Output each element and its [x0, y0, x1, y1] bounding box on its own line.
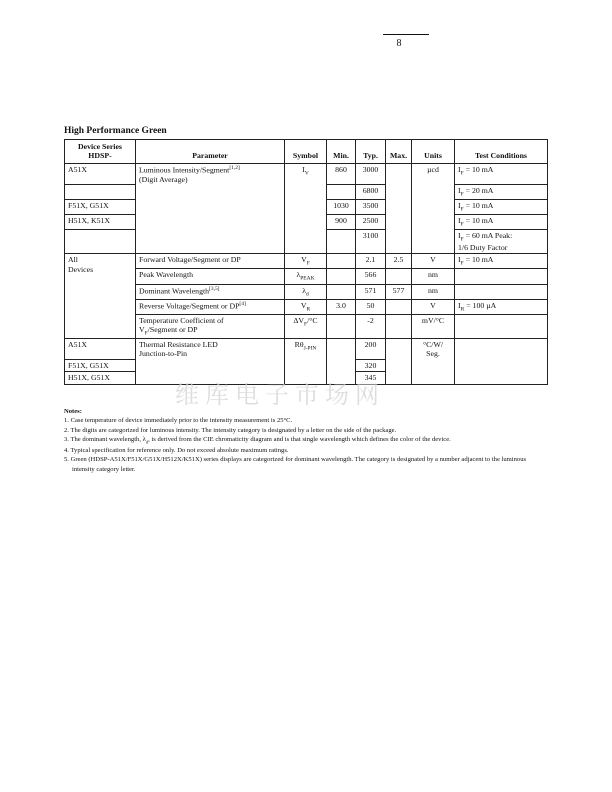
parameter-cell: Peak Wavelength	[136, 269, 285, 284]
table-row	[65, 299, 548, 314]
header-units: Units	[412, 140, 455, 164]
typ-cell: 320	[356, 360, 386, 372]
typ-cell: 571	[356, 284, 386, 299]
series-cell	[65, 229, 136, 253]
watermark: 维库电子市场网	[175, 381, 385, 409]
header-symbol: Symbol	[285, 140, 327, 164]
parameter-cell: Forward Voltage/Segment or DP	[136, 254, 285, 269]
header-test-conditions: Test Conditions	[455, 140, 548, 164]
units-cell: nm	[412, 284, 455, 299]
note-3: 3. The dominant wavelength, $\lambda_d$, is derived from the CIE chromaticity diagram and is that single wavelength which defines the color of the device.	[64, 436, 451, 445]
max-cell	[386, 163, 412, 254]
series-cell: H51X, K51X	[65, 214, 136, 229]
units-cell: V	[412, 299, 455, 314]
parameter-cell: Thermal Resistance LED Junction-to-Pin	[136, 339, 285, 385]
series-cell: F51X, G51X	[65, 360, 136, 372]
header-device-series: Device Series HDSP-	[65, 140, 136, 164]
section-title: High Performance Green	[64, 126, 167, 136]
table-row	[65, 284, 548, 299]
test-condition-cell: $I_F = 20$ mA	[455, 184, 548, 199]
table-row	[65, 314, 548, 338]
note-5: 5. Green (HDSP-A51X/F51X/G51X/H512X/K51X) series displays are categorized for dominant wavelength. The category is designated by a number adjacent to the luminous intensity category letter.	[64, 456, 527, 473]
test-condition-cell: $I_R = 100$ µA	[455, 299, 548, 314]
max-cell	[386, 299, 412, 314]
max-cell: 2.5	[386, 254, 412, 269]
note-1: 1. Case temperature of device immediately prior to the intensity measurement is 25°C.	[64, 417, 293, 425]
typ-cell: 2.1	[356, 254, 386, 269]
table-row	[65, 163, 548, 184]
typ-cell: 3000	[356, 163, 386, 184]
typ-cell: 6800	[356, 184, 386, 199]
symbol-cell: $\lambda_{PEAK}$	[285, 269, 327, 284]
symbol-cell: $I_V$	[285, 163, 327, 254]
typ-cell: 566	[356, 269, 386, 284]
typ-cell: 3500	[356, 199, 386, 214]
typ-cell: 50	[356, 299, 386, 314]
symbol-cell: $V_R$	[285, 299, 327, 314]
series-cell: All Devices	[65, 254, 136, 339]
note-2: 2. The digits are categorized for luminous intensity. The intensity category is designated by a letter on the side of the package.	[64, 426, 397, 434]
table-header-row	[65, 140, 548, 164]
parameter-cell: Luminous Intensity/Segment[1,2] (Digit Average)	[136, 163, 285, 254]
min-cell	[327, 339, 356, 385]
test-condition-cell: $I_F = 10$ mA	[455, 214, 548, 229]
symbol-cell: $R\theta_{J-PIN}$	[285, 339, 327, 385]
header-min: Min.	[327, 140, 356, 164]
notes-section	[64, 407, 548, 474]
typ-cell: 345	[356, 372, 386, 384]
min-cell: 3.0	[327, 299, 356, 314]
units-cell: V	[412, 254, 455, 269]
header-parameter: Parameter	[136, 140, 285, 164]
min-cell	[327, 314, 356, 338]
symbol-cell: $\lambda_d$	[285, 284, 327, 299]
min-cell	[327, 229, 356, 253]
units-cell: mV/°C	[412, 314, 455, 338]
table-row	[65, 254, 548, 269]
units-cell: °C/W/ Seg.	[412, 339, 455, 385]
symbol-cell: $\Delta V_F/^\circ C$	[285, 314, 327, 338]
min-cell: 900	[327, 214, 356, 229]
series-cell: F51X, G51X	[65, 199, 136, 214]
parameter-cell: Dominant Wavelength[3,5]	[136, 284, 285, 299]
page-number-rule	[383, 34, 429, 35]
min-cell: 860	[327, 163, 356, 184]
series-cell: A51X	[65, 163, 136, 184]
max-cell	[386, 339, 412, 385]
units-cell: nm	[412, 269, 455, 284]
series-cell: H51X, G51X	[65, 372, 136, 384]
min-cell	[327, 184, 356, 199]
min-cell	[327, 284, 356, 299]
test-condition-cell: $I_F = 10$ mA	[455, 199, 548, 214]
typ-cell: 200	[356, 339, 386, 360]
header-max: Max.	[386, 140, 412, 164]
series-cell: A51X	[65, 339, 136, 360]
max-cell	[386, 314, 412, 338]
test-condition-cell	[455, 314, 548, 338]
test-condition-cell	[455, 284, 548, 299]
max-cell: 577	[386, 284, 412, 299]
test-condition-cell	[455, 269, 548, 284]
typ-cell: 2500	[356, 214, 386, 229]
test-condition-cell: $I_F = 60$ mA Peak: 1/6 Duty Factor	[455, 229, 548, 253]
parameter-cell: Reverse Voltage/Segment or DP[4]	[136, 299, 285, 314]
table-row	[65, 339, 548, 360]
specification-table	[64, 139, 548, 385]
series-cell	[65, 184, 136, 199]
notes-title: Notes:	[64, 408, 82, 415]
test-condition-cell: $I_F = 10$ mA	[455, 163, 548, 184]
symbol-cell: $V_F$	[285, 254, 327, 269]
max-cell	[386, 269, 412, 284]
note-4: 4. Typical specification for reference only. Do not exceed absolute maximum ratings.	[64, 446, 289, 454]
test-condition-cell	[455, 339, 548, 385]
units-cell: µcd	[412, 163, 455, 254]
min-cell	[327, 254, 356, 269]
min-cell: 1030	[327, 199, 356, 214]
table-row	[65, 269, 548, 284]
typ-cell: -2	[356, 314, 386, 338]
page-number: 8	[396, 38, 402, 49]
parameter-cell: Temperature Coefficient of $V_F$/Segment or DP	[136, 314, 285, 338]
typ-cell: 3100	[356, 229, 386, 253]
min-cell	[327, 269, 356, 284]
header-typ: Typ.	[356, 140, 386, 164]
test-condition-cell: $I_F = 10$ mA	[455, 254, 548, 269]
